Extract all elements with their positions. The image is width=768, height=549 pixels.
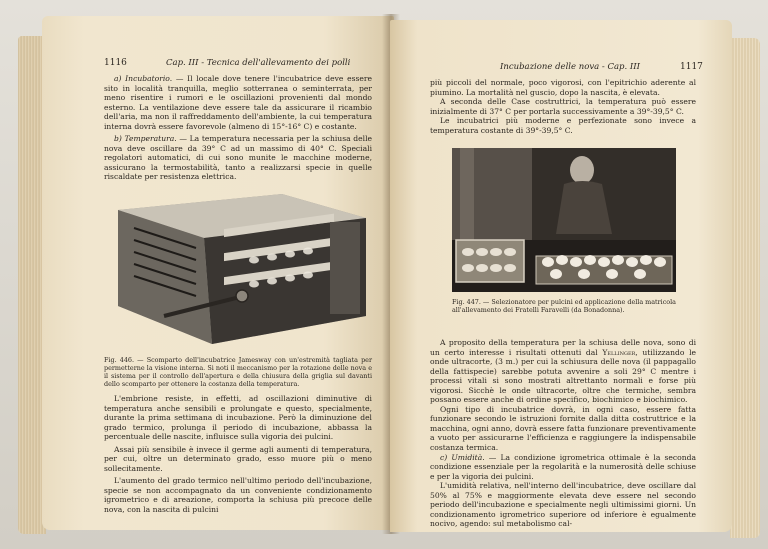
left-text-bottom (104, 394, 372, 515)
figure-446-caption: Fig. 446. — Scomparto dell'incubatrice Jamesway con un'estremità tagliata per permetterne la visione interna. Si noti il meccanismo per la rotazione delle nova e il sistema per il controllo dell'apertura e della chiusura della griglia sul davanti dello scomparto per ottenere la costanza della temperatura. (104, 356, 372, 389)
right-paragraph-2: A seconda delle Case costruttrici, la temperatura può essere inizialmente di 37° C per portarla successivamente a 39°-39,5° C. (430, 97, 696, 116)
open-book (14, 10, 760, 540)
left-text-top (104, 74, 372, 182)
left-running-head: Cap. III - Tecnica dell'allevamento dei polli (166, 58, 351, 68)
right-paragraph-4b: , utilizzando le onde ultracorte, (3 m.) per cui la schiusura delle nova (il pappagallo della fattispecie) sarebbe potuta avvenire a soli 29° C mentre i processi vitali si sono mostrati altrettanto normali e forse più vigorosi. Sicchè le onde ultracorte, oltre che termiche, sembra possano essere anche di ordine specifico, biochimico e biochimico. (430, 347, 697, 405)
right-page-number: 1117 (680, 62, 703, 72)
left-paragraph-2: Assai più sensibile è invece il germe agli aumenti di temperatura, per cui, oltre un determinato grado, esso muore più o meno sollecitamente. (104, 444, 372, 473)
author-name: Yellinger (602, 347, 636, 357)
section-c-title: c) Umidità. (440, 452, 485, 462)
figure-447-caption: Fig. 447. — Selezionatore per pulcini ed applicazione della matricola all'allevamento dei Fratelli Faravelli (da Bonadonna). (452, 298, 676, 315)
photo-drawing (452, 148, 676, 292)
incubator-illustration (104, 188, 374, 348)
section-a-text: — Il locale dove tenere l'incubatrice deve essere sito in località tranquilla, meglio sotterranea o seminterrata, per meno risentire i rumori e le oscillazioni provenienti dal mondo esterno. La ventilazione deve essere tale da assicurare il ricambio dell'aria, ma non il raffreddamento dell'ambiente, la cui temperatura interna dovrà essere favorevole (almeno di 15°-16° C) e costante. (104, 74, 372, 131)
right-paragraph-3: Le incubatrici più moderne e perfezionate sono invece a temperatura costante di 39°-39,5° C. (430, 116, 696, 135)
page-edges-right (730, 38, 760, 538)
right-paragraph-top: più piccoli del normale, poco vigorosi, con l'epitrichio aderente al piumino. La mortalità nel guscio, dopo la nascita, è elevata. (430, 78, 696, 97)
left-paragraph-3: L'aumento del grado termico nell'ultimo periodo dell'incubazione, specie se non accompagnato da un conveniente condizionamento igrometrico e di areazione, comporta la schiusa più precoce delle nova, con la nascita di pulcini (104, 476, 372, 515)
right-paragraph-5: Ogni tipo di incubatrice dovrà, in ogni caso, essere fatta funzionare secondo le istruzioni fornite dalla ditta costruttrice e la macchina, ogni anno, dovrà essere fatta funzionare preventivamente a vuoto per assicurarne l'efficienza e raggiungere la indispensabile costanza termica. (430, 404, 696, 453)
right-running-head: Incubazione delle nova - Cap. III (500, 62, 640, 72)
right-text-top (430, 78, 696, 135)
right-text-bottom (430, 338, 696, 529)
left-page (42, 16, 394, 530)
section-b-title: b) Temperatura. (114, 134, 177, 144)
right-paragraph-4a: A proposito della temperatura per la schiusa delle nova, sono di un certo interesse i risultati ottenuti dal (430, 338, 696, 357)
left-page-number: 1116 (104, 58, 127, 68)
section-b-text: — La temperatura necessaria per la schiusa delle nova deve oscillare da 39° C ad un massimo di 40° C. Speciali regolatori automatici, di cui sono munite le macchine moderne, assicurano la termostabilità, tanto a realizzarsi specie in quelle riscaldate per resistenza elettrica. (104, 134, 372, 182)
section-c-text: — La condizione igrometrica ottimale è la seconda condizione essenziale per la regolarità e la numerosità delle schiuse e per la vigoria dei pulcini. (430, 452, 696, 481)
right-paragraph-6: L'umidità relativa, nell'interno dell'incubatrice, deve oscillare dal 50% al 75% e maggiormente elevata deve essere nel secondo periodo dell'incubazione e specialmente negli ultimissimi giorni. Un condizionamento igrometrico superiore od inferiore è egualmente nocivo, agendo: sul metabolismo cal- (430, 481, 696, 529)
chick-selector-photo (452, 148, 676, 292)
section-a-title: a) Incubatorio. (114, 74, 173, 83)
left-paragraph-1: L'embrione resiste, in effetti, ad oscillazioni diminutive di temperatura anche sensibili e prolungate e questo, specialmente, durante la prima settimana di incubazione. Però la diminuzione del grado termico, prolunga il periodo di incubazione, abbassa la percentuale delle nascite, influisce sulla vigoria dei pulcini. (104, 394, 372, 442)
right-page (390, 20, 732, 532)
